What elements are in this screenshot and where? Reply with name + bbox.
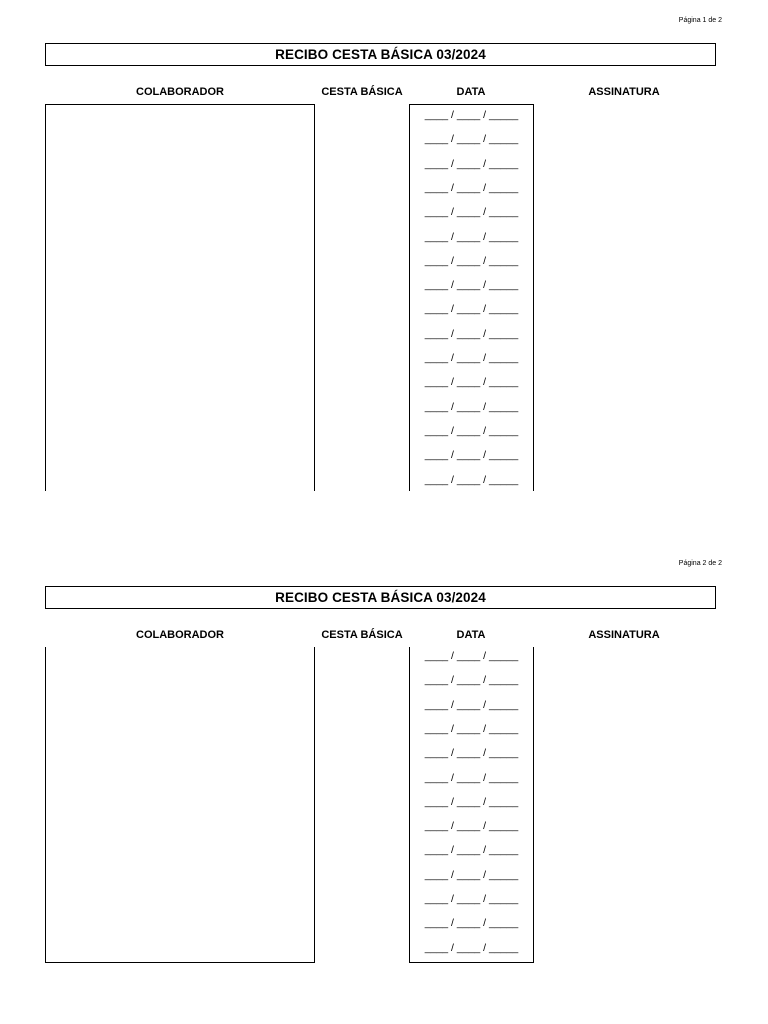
date-blank-line: ____ / ____ / _____ [424,424,519,437]
page-number: Página 1 de 2 [678,17,722,24]
date-blank-line: ____ / ____ / _____ [424,674,519,687]
date-column-box [409,104,534,491]
date-blank-line: ____ / ____ / _____ [424,722,519,735]
colaborador-column-box [45,647,315,963]
date-blank-line: ____ / ____ / _____ [424,449,519,462]
date-blank-line: ____ / ____ / _____ [424,303,519,316]
receipt-page-1 [0,0,768,500]
receipt-page-2 [0,543,768,1024]
column-header-cesta-basica: CESTA BÁSICA [321,629,403,641]
page-number: Página 2 de 2 [678,560,722,567]
date-blank-line: ____ / ____ / _____ [424,747,519,760]
column-header-cesta-basica: CESTA BÁSICA [321,86,403,98]
date-blank-line: ____ / ____ / _____ [424,157,519,170]
date-blank-line: ____ / ____ / _____ [424,795,519,808]
date-blank-line: ____ / ____ / _____ [424,181,519,194]
date-blank-line: ____ / ____ / _____ [424,893,519,905]
date-blank-line: ____ / ____ / _____ [424,206,519,219]
date-blank-line: ____ / ____ / _____ [424,109,519,121]
date-blank-line: ____ / ____ / _____ [424,133,519,146]
date-column-box [409,647,534,963]
date-blank-line: ____ / ____ / _____ [424,327,519,340]
column-header-colaborador: COLABORADOR [136,629,224,641]
column-header-colaborador: COLABORADOR [136,86,224,98]
date-blank-line: ____ / ____ / _____ [424,917,519,930]
receipt-title: RECIBO CESTA BÁSICA 03/2024 [45,43,716,66]
receipt-title: RECIBO CESTA BÁSICA 03/2024 [45,586,716,609]
date-blank-line: ____ / ____ / _____ [424,279,519,292]
date-blank-line: ____ / ____ / _____ [424,473,519,486]
date-blank-line: ____ / ____ / _____ [424,771,519,784]
column-header-assinatura: ASSINATURA [588,86,660,98]
date-blank-line: ____ / ____ / _____ [424,376,519,389]
date-blank-line: ____ / ____ / _____ [424,868,519,881]
date-blank-line: ____ / ____ / _____ [424,698,519,711]
colaborador-column-box [45,104,315,491]
date-blank-line: ____ / ____ / _____ [424,941,519,954]
column-header-data: DATA [456,629,486,641]
date-blank-line: ____ / ____ / _____ [424,844,519,857]
date-blank-line: ____ / ____ / _____ [424,230,519,243]
date-blank-line: ____ / ____ / _____ [424,400,519,413]
column-header-assinatura: ASSINATURA [588,629,660,641]
date-blank-line: ____ / ____ / _____ [424,650,519,662]
date-blank-line: ____ / ____ / _____ [424,352,519,364]
date-blank-line: ____ / ____ / _____ [424,254,519,267]
date-blank-line: ____ / ____ / _____ [424,820,519,833]
column-header-data: DATA [456,86,486,98]
